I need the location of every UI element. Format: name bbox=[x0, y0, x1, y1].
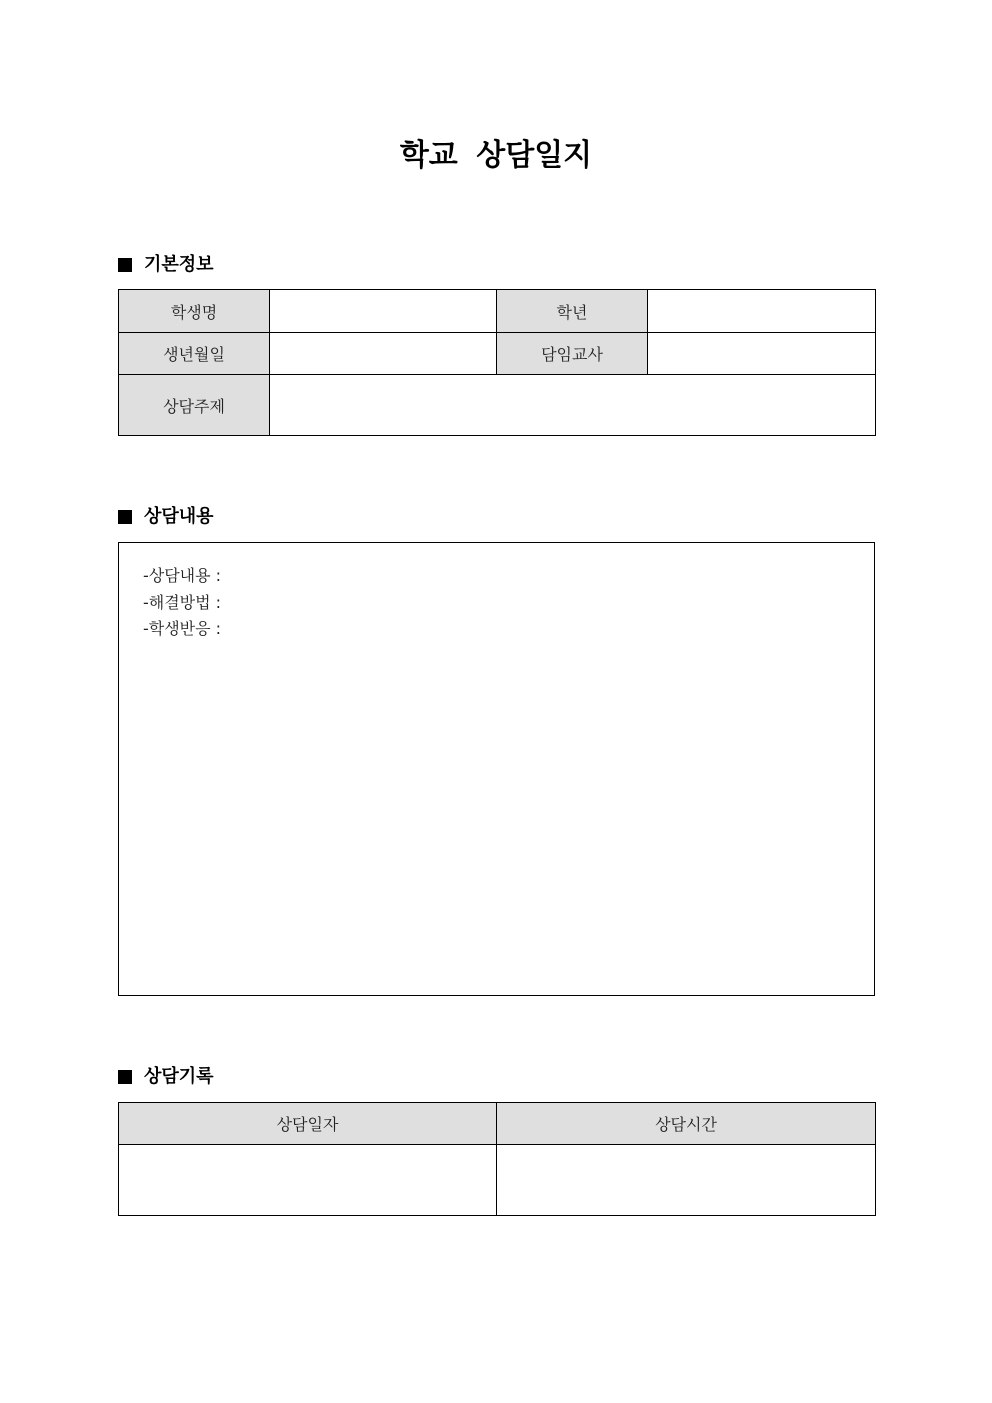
section-heading-label: 기본정보 bbox=[144, 254, 214, 275]
topic-label: 상담주제 bbox=[119, 375, 270, 436]
student-name-field[interactable] bbox=[270, 290, 497, 333]
page-title: 학교 상담일지 bbox=[399, 138, 593, 173]
section-heading-basic-info bbox=[118, 253, 214, 277]
birthdate-field[interactable] bbox=[270, 333, 497, 375]
birthdate-label: 생년월일 bbox=[119, 333, 270, 375]
section-heading-record bbox=[118, 1065, 214, 1089]
section-heading-label: 상담내용 bbox=[144, 506, 214, 527]
content-line-counseling: -상담내용 : bbox=[143, 566, 222, 585]
square-bullet-icon bbox=[118, 1070, 132, 1084]
section-heading-label: 상담기록 bbox=[144, 1066, 214, 1087]
counseling-content-lines bbox=[143, 563, 221, 643]
grade-field[interactable] bbox=[648, 290, 876, 333]
student-name-label: 학생명 bbox=[119, 290, 270, 333]
counseling-record-table bbox=[118, 1102, 876, 1216]
counseling-content-box[interactable] bbox=[118, 542, 875, 996]
record-time-field[interactable] bbox=[497, 1145, 876, 1216]
homeroom-teacher-field[interactable] bbox=[648, 333, 876, 375]
record-time-header: 상담시간 bbox=[497, 1103, 876, 1145]
content-line-solution: -해결방법 : bbox=[143, 592, 222, 612]
record-date-header: 상담일자 bbox=[119, 1103, 497, 1145]
section-heading-content bbox=[118, 505, 214, 529]
topic-field[interactable] bbox=[270, 375, 876, 436]
basic-info-table bbox=[118, 289, 876, 436]
grade-label: 학년 bbox=[497, 290, 648, 333]
square-bullet-icon bbox=[118, 510, 132, 524]
square-bullet-icon bbox=[118, 258, 132, 272]
content-line-reaction: -학생반응 : bbox=[143, 619, 222, 638]
record-date-field[interactable] bbox=[119, 1145, 497, 1216]
homeroom-teacher-label: 담임교사 bbox=[497, 333, 648, 375]
